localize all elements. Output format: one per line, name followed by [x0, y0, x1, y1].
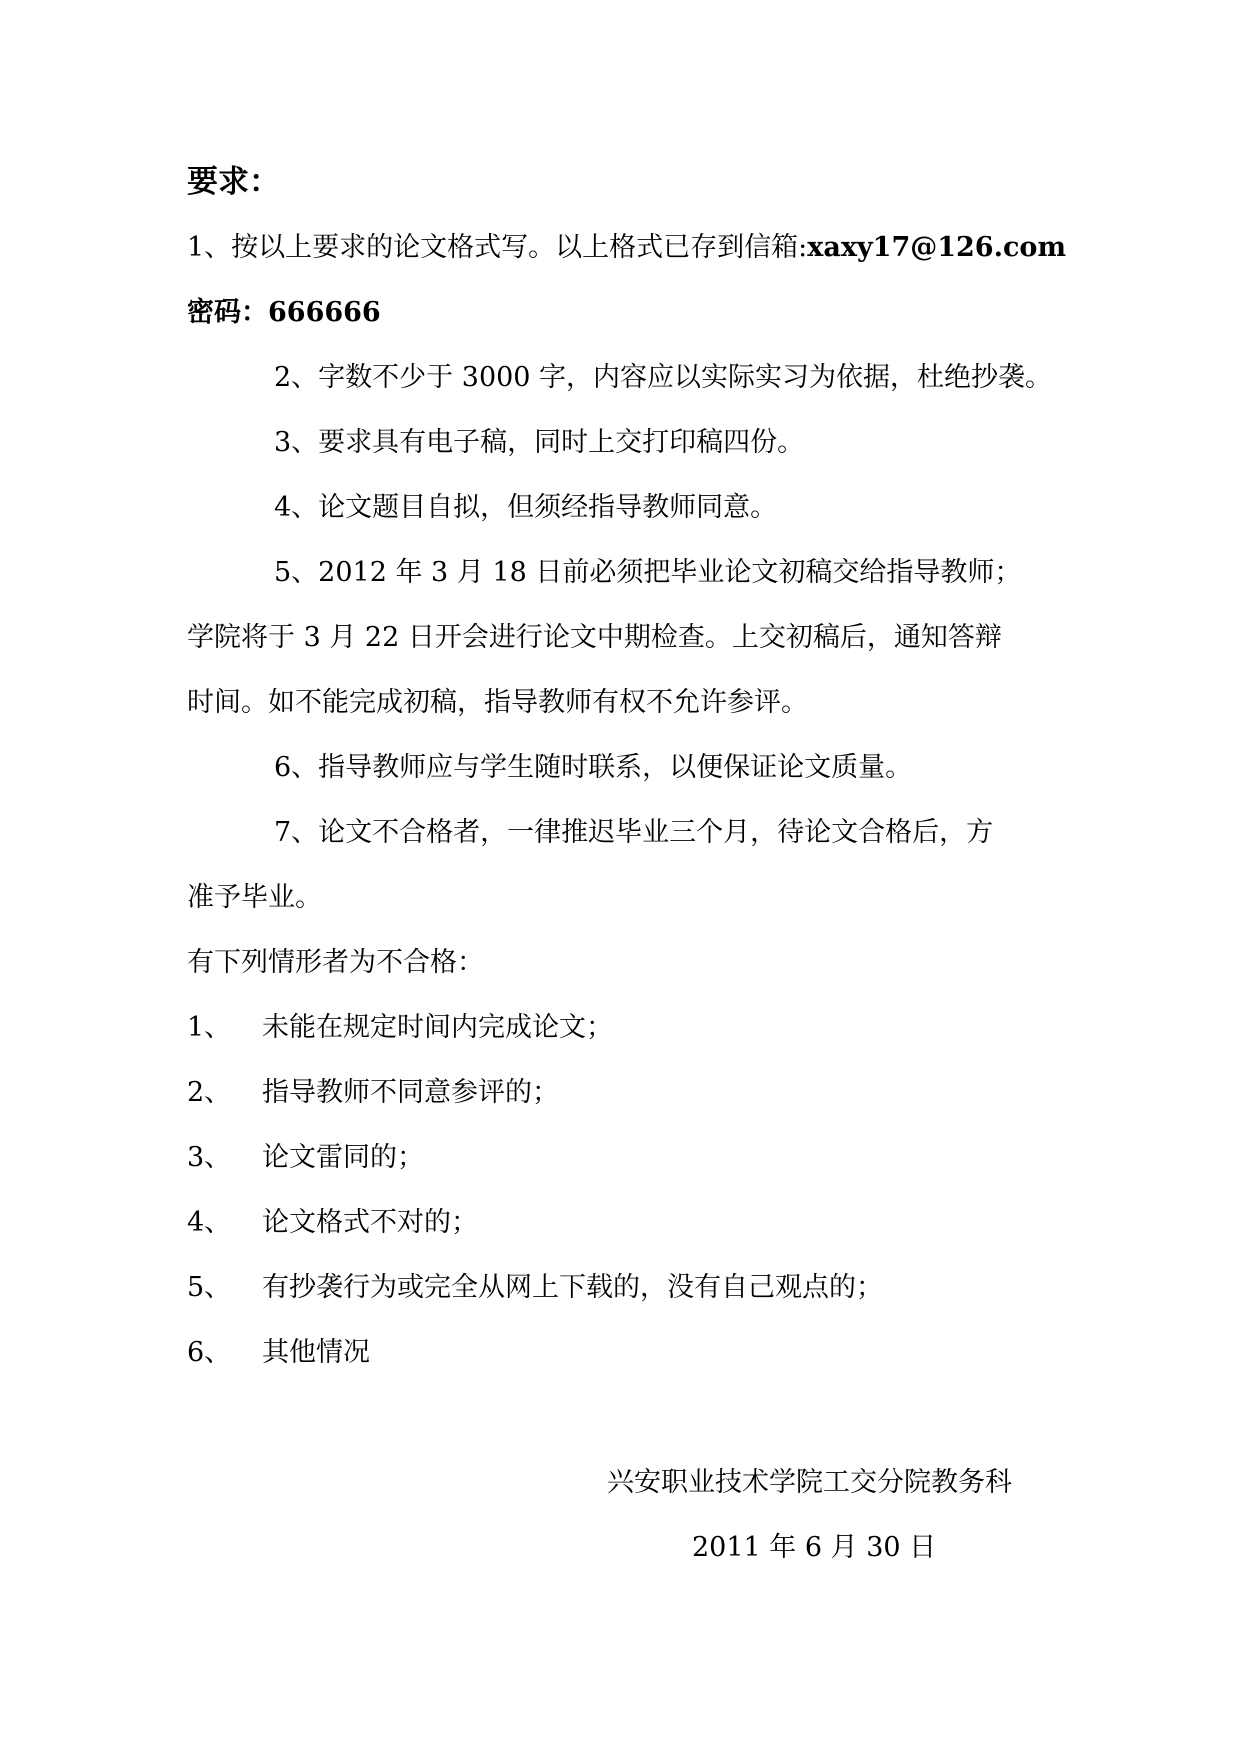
- item-5-continuation: 学院将于 3 月 22 日开会进行论文中期检查。上交初稿后，通知答辩: [187, 622, 1002, 653]
- fail-heading: 有下列情形者为不合格：: [187, 947, 484, 978]
- fail-item-text: 有抄袭行为或完全从网上下载的，没有自己观点的；: [262, 1272, 883, 1303]
- password-label: 密码：: [187, 297, 268, 328]
- fail-item: [187, 1335, 370, 1371]
- item-7: 7、论文不合格者，一律推迟毕业三个月，待论文合格后，方: [274, 817, 994, 848]
- fail-item: [187, 1010, 613, 1046]
- fail-item-number: 3、: [187, 1142, 232, 1173]
- fail-item-number: 5、: [187, 1272, 232, 1303]
- item-4: 4、论文题目自拟，但须经指导教师同意。: [274, 492, 778, 523]
- line-1-text: 1、按以上要求的论文格式写。以上格式已存到信箱:: [187, 232, 808, 263]
- fail-item-text: 未能在规定时间内完成论文；: [262, 1012, 613, 1043]
- line-1: [187, 230, 1066, 266]
- fail-item: [187, 1205, 478, 1241]
- fail-item-text: 指导教师不同意参评的；: [262, 1077, 559, 1108]
- fail-item: [187, 1140, 424, 1176]
- item-2: 2、字数不少于 3000 字，内容应以实际实习为依据，杜绝抄袭。: [274, 362, 1053, 393]
- signature: 兴安职业技术学院工交分院教务科: [607, 1467, 1012, 1498]
- fail-item-number: 2、: [187, 1077, 232, 1108]
- item-3: 3、要求具有电子稿，同时上交打印稿四份。: [274, 427, 805, 458]
- fail-item-number: 1、: [187, 1012, 232, 1043]
- password-value: 666666: [268, 297, 381, 328]
- fail-item: [187, 1075, 559, 1111]
- fail-item: [187, 1270, 883, 1306]
- item-7-continuation: 准予毕业。: [187, 882, 322, 913]
- fail-item-text: 论文格式不对的；: [262, 1207, 478, 1238]
- item-5: 5、2012 年 3 月 18 日前必须把毕业论文初稿交给指导教师；: [274, 557, 1022, 588]
- date: 2011 年 6 月 30 日: [692, 1532, 937, 1563]
- fail-item-number: 6、: [187, 1337, 232, 1368]
- item-6: 6、指导教师应与学生随时联系，以便保证论文质量。: [274, 752, 913, 783]
- heading: 要求：: [187, 164, 280, 200]
- item-5-continuation: 时间。如不能完成初稿，指导教师有权不允许参评。: [187, 687, 808, 718]
- password-line: [187, 295, 381, 331]
- fail-item-number: 4、: [187, 1207, 232, 1238]
- email-address: xaxy17@126.com: [807, 232, 1067, 263]
- fail-item-text: 论文雷同的；: [262, 1142, 424, 1173]
- fail-item-text: 其他情况: [262, 1337, 370, 1368]
